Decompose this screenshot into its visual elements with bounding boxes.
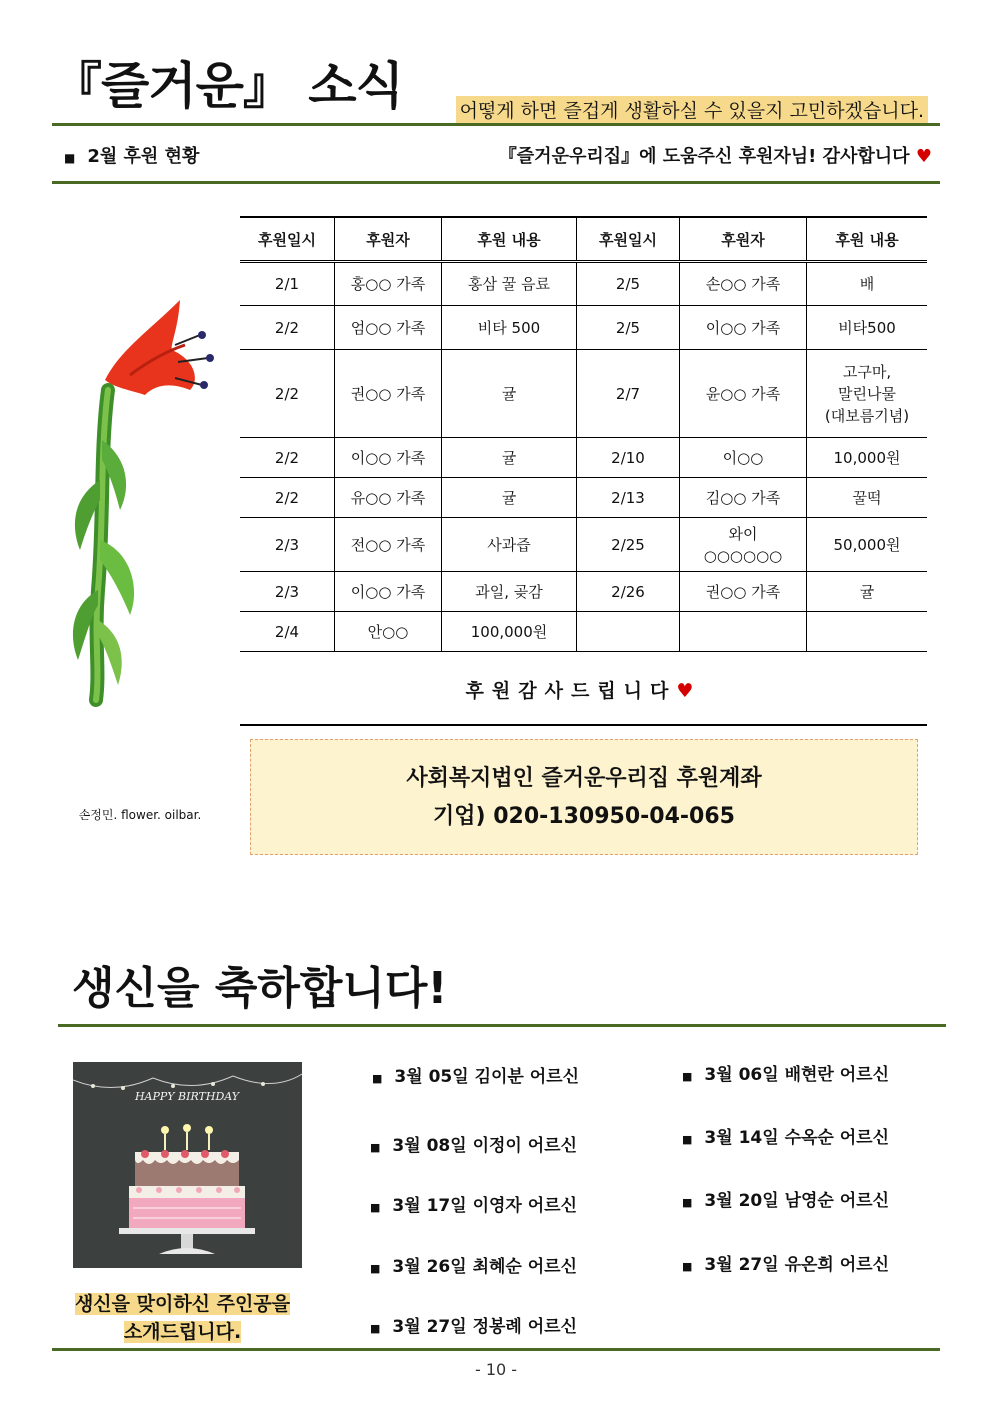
table-cell: 2/10 <box>577 438 680 478</box>
table-cell: 2/13 <box>577 478 680 518</box>
column-header: 후원자 <box>680 217 807 262</box>
birthday-caption <box>60 1290 305 1346</box>
donation-heading: ■ 2월 후원 현황 <box>64 146 200 167</box>
column-header: 후원일시 <box>577 217 680 262</box>
table-cell: 2/5 <box>577 306 680 350</box>
column-header: 후원일시 <box>240 217 335 262</box>
footer-rule <box>52 1348 940 1351</box>
table-cell: 2/3 <box>240 518 335 572</box>
table-row <box>240 518 927 572</box>
table-cell: 손○○ 가족 <box>680 262 807 306</box>
birthday-item: ■ 3월 20일 남영순 어르신 <box>682 1191 890 1211</box>
table-cell: 권○○ 가족 <box>335 350 442 438</box>
table-cell: 비타 500 <box>442 306 577 350</box>
square-bullet-icon: ■ <box>370 1141 381 1154</box>
table-cell: 엄○○ 가족 <box>335 306 442 350</box>
table-cell: 사과즙 <box>442 518 577 572</box>
header-rule <box>52 123 940 126</box>
birthday-item: ■ 3월 17일 이영자 어르신 <box>370 1196 578 1216</box>
column-header: 후원자 <box>335 217 442 262</box>
table-cell: 2/2 <box>240 478 335 518</box>
table-cell: 전○○ 가족 <box>335 518 442 572</box>
table-cell: 2/1 <box>240 262 335 306</box>
square-bullet-icon: ■ <box>682 1260 693 1273</box>
square-bullet-icon: ■ <box>370 1322 381 1335</box>
table-cell: 비타500 <box>807 306 928 350</box>
table-row <box>240 262 927 306</box>
birthday-caption-line-2: 소개드립니다. <box>123 1321 242 1343</box>
page-number: - 10 - <box>474 1360 518 1379</box>
birthday-item: ■ 3월 14일 수옥순 어르신 <box>682 1128 890 1148</box>
table-cell: 2/2 <box>240 306 335 350</box>
table-row <box>240 306 927 350</box>
square-bullet-icon: ■ <box>64 151 76 165</box>
table-cell: 100,000원 <box>442 612 577 652</box>
square-bullet-icon: ■ <box>682 1196 693 1209</box>
square-bullet-icon: ■ <box>370 1201 381 1214</box>
table-cell: 이○○ 가족 <box>335 572 442 612</box>
birthday-caption-line-1: 생신을 맞이하신 주인공을 <box>74 1293 291 1315</box>
table-cell: 홍삼 꿀 음료 <box>442 262 577 306</box>
table-row <box>240 572 927 612</box>
table-cell: 귤 <box>807 572 928 612</box>
table-cell: 고구마, 말린나물 (대보름기념) <box>807 350 928 438</box>
table-row <box>240 350 927 438</box>
table-cell <box>807 612 928 652</box>
birthday-item: ■ 3월 06일 배현란 어르신 <box>682 1065 890 1085</box>
birthday-item: ■ 3월 26일 최혜순 어르신 <box>370 1257 578 1277</box>
table-cell: 김○○ 가족 <box>680 478 807 518</box>
account-box <box>250 739 918 855</box>
birthday-item: ■ 3월 27일 정봉례 어르신 <box>370 1317 578 1337</box>
square-bullet-icon: ■ <box>682 1070 693 1083</box>
birthday-item: ■ 3월 05일 김이분 어르신 <box>372 1067 580 1087</box>
table-cell: 배 <box>807 262 928 306</box>
table-cell: 와이 ○○○○○○ <box>680 518 807 572</box>
column-header: 후원 내용 <box>442 217 577 262</box>
table-cell: 2/4 <box>240 612 335 652</box>
birthday-item: ■ 3월 27일 유온희 어르신 <box>682 1255 890 1275</box>
donation-thanks-note: 『즐거운우리집』에 도움주신 후원자님! 감사합니다 ♥ <box>498 146 932 167</box>
painting-caption: 손정민. flower. oilbar. <box>78 808 202 822</box>
birthday-rule <box>58 1024 946 1027</box>
table-cell: 권○○ 가족 <box>680 572 807 612</box>
table-row <box>240 612 927 652</box>
table-cell: 과일, 곶감 <box>442 572 577 612</box>
table-cell: 홍○○ 가족 <box>335 262 442 306</box>
square-bullet-icon: ■ <box>682 1133 693 1146</box>
account-line-1: 사회복지법인 즐거운우리집 후원계좌 <box>406 766 762 791</box>
table-cell: 2/26 <box>577 572 680 612</box>
table-cell <box>577 612 680 652</box>
table-cell: 2/7 <box>577 350 680 438</box>
table-cell: 이○○ <box>680 438 807 478</box>
section-rule <box>52 181 940 184</box>
table-cell: 2/3 <box>240 572 335 612</box>
table-header-row <box>240 217 927 262</box>
table-cell: 10,000원 <box>807 438 928 478</box>
birthday-cake-image <box>73 1062 302 1268</box>
table-cell: 2/5 <box>577 262 680 306</box>
square-bullet-icon: ■ <box>372 1072 383 1085</box>
birthday-item: ■ 3월 08일 이정이 어르신 <box>370 1136 578 1156</box>
donation-table <box>240 216 927 652</box>
table-cell: 꿀떡 <box>807 478 928 518</box>
table-cell: 귤 <box>442 438 577 478</box>
table-cell: 귤 <box>442 350 577 438</box>
table-cell: 귤 <box>442 478 577 518</box>
table-cell: 2/2 <box>240 350 335 438</box>
table-cell: 이○○ 가족 <box>680 306 807 350</box>
table-cell <box>680 612 807 652</box>
heart-icon: ♥ <box>915 146 932 167</box>
table-cell: 50,000원 <box>807 518 928 572</box>
table-bottom-rule <box>240 724 927 726</box>
flower-painting <box>60 290 230 710</box>
table-row <box>240 478 927 518</box>
table-cell: 2/2 <box>240 438 335 478</box>
page-subtitle: 어떻게 하면 즐겁게 생활하실 수 있을지 고민하겠습니다. <box>456 96 928 123</box>
table-cell: 이○○ 가족 <box>335 438 442 478</box>
thanks-footer: 후원감사드립니다♥ <box>465 680 702 702</box>
table-row <box>240 438 927 478</box>
cake-text: HAPPY BIRTHDAY <box>134 1090 240 1103</box>
account-line-2: 기업) 020-130950-04-065 <box>433 804 735 829</box>
column-header: 후원 내용 <box>807 217 928 262</box>
table-cell: 2/25 <box>577 518 680 572</box>
page-title: 『즐거운』 소식 <box>52 57 403 115</box>
table-cell: 안○○ <box>335 612 442 652</box>
table-cell: 윤○○ 가족 <box>680 350 807 438</box>
birthday-title: 생신을 축하합니다! <box>72 963 448 1014</box>
square-bullet-icon: ■ <box>370 1262 381 1275</box>
table-cell: 유○○ 가족 <box>335 478 442 518</box>
heart-icon: ♥ <box>676 680 702 702</box>
